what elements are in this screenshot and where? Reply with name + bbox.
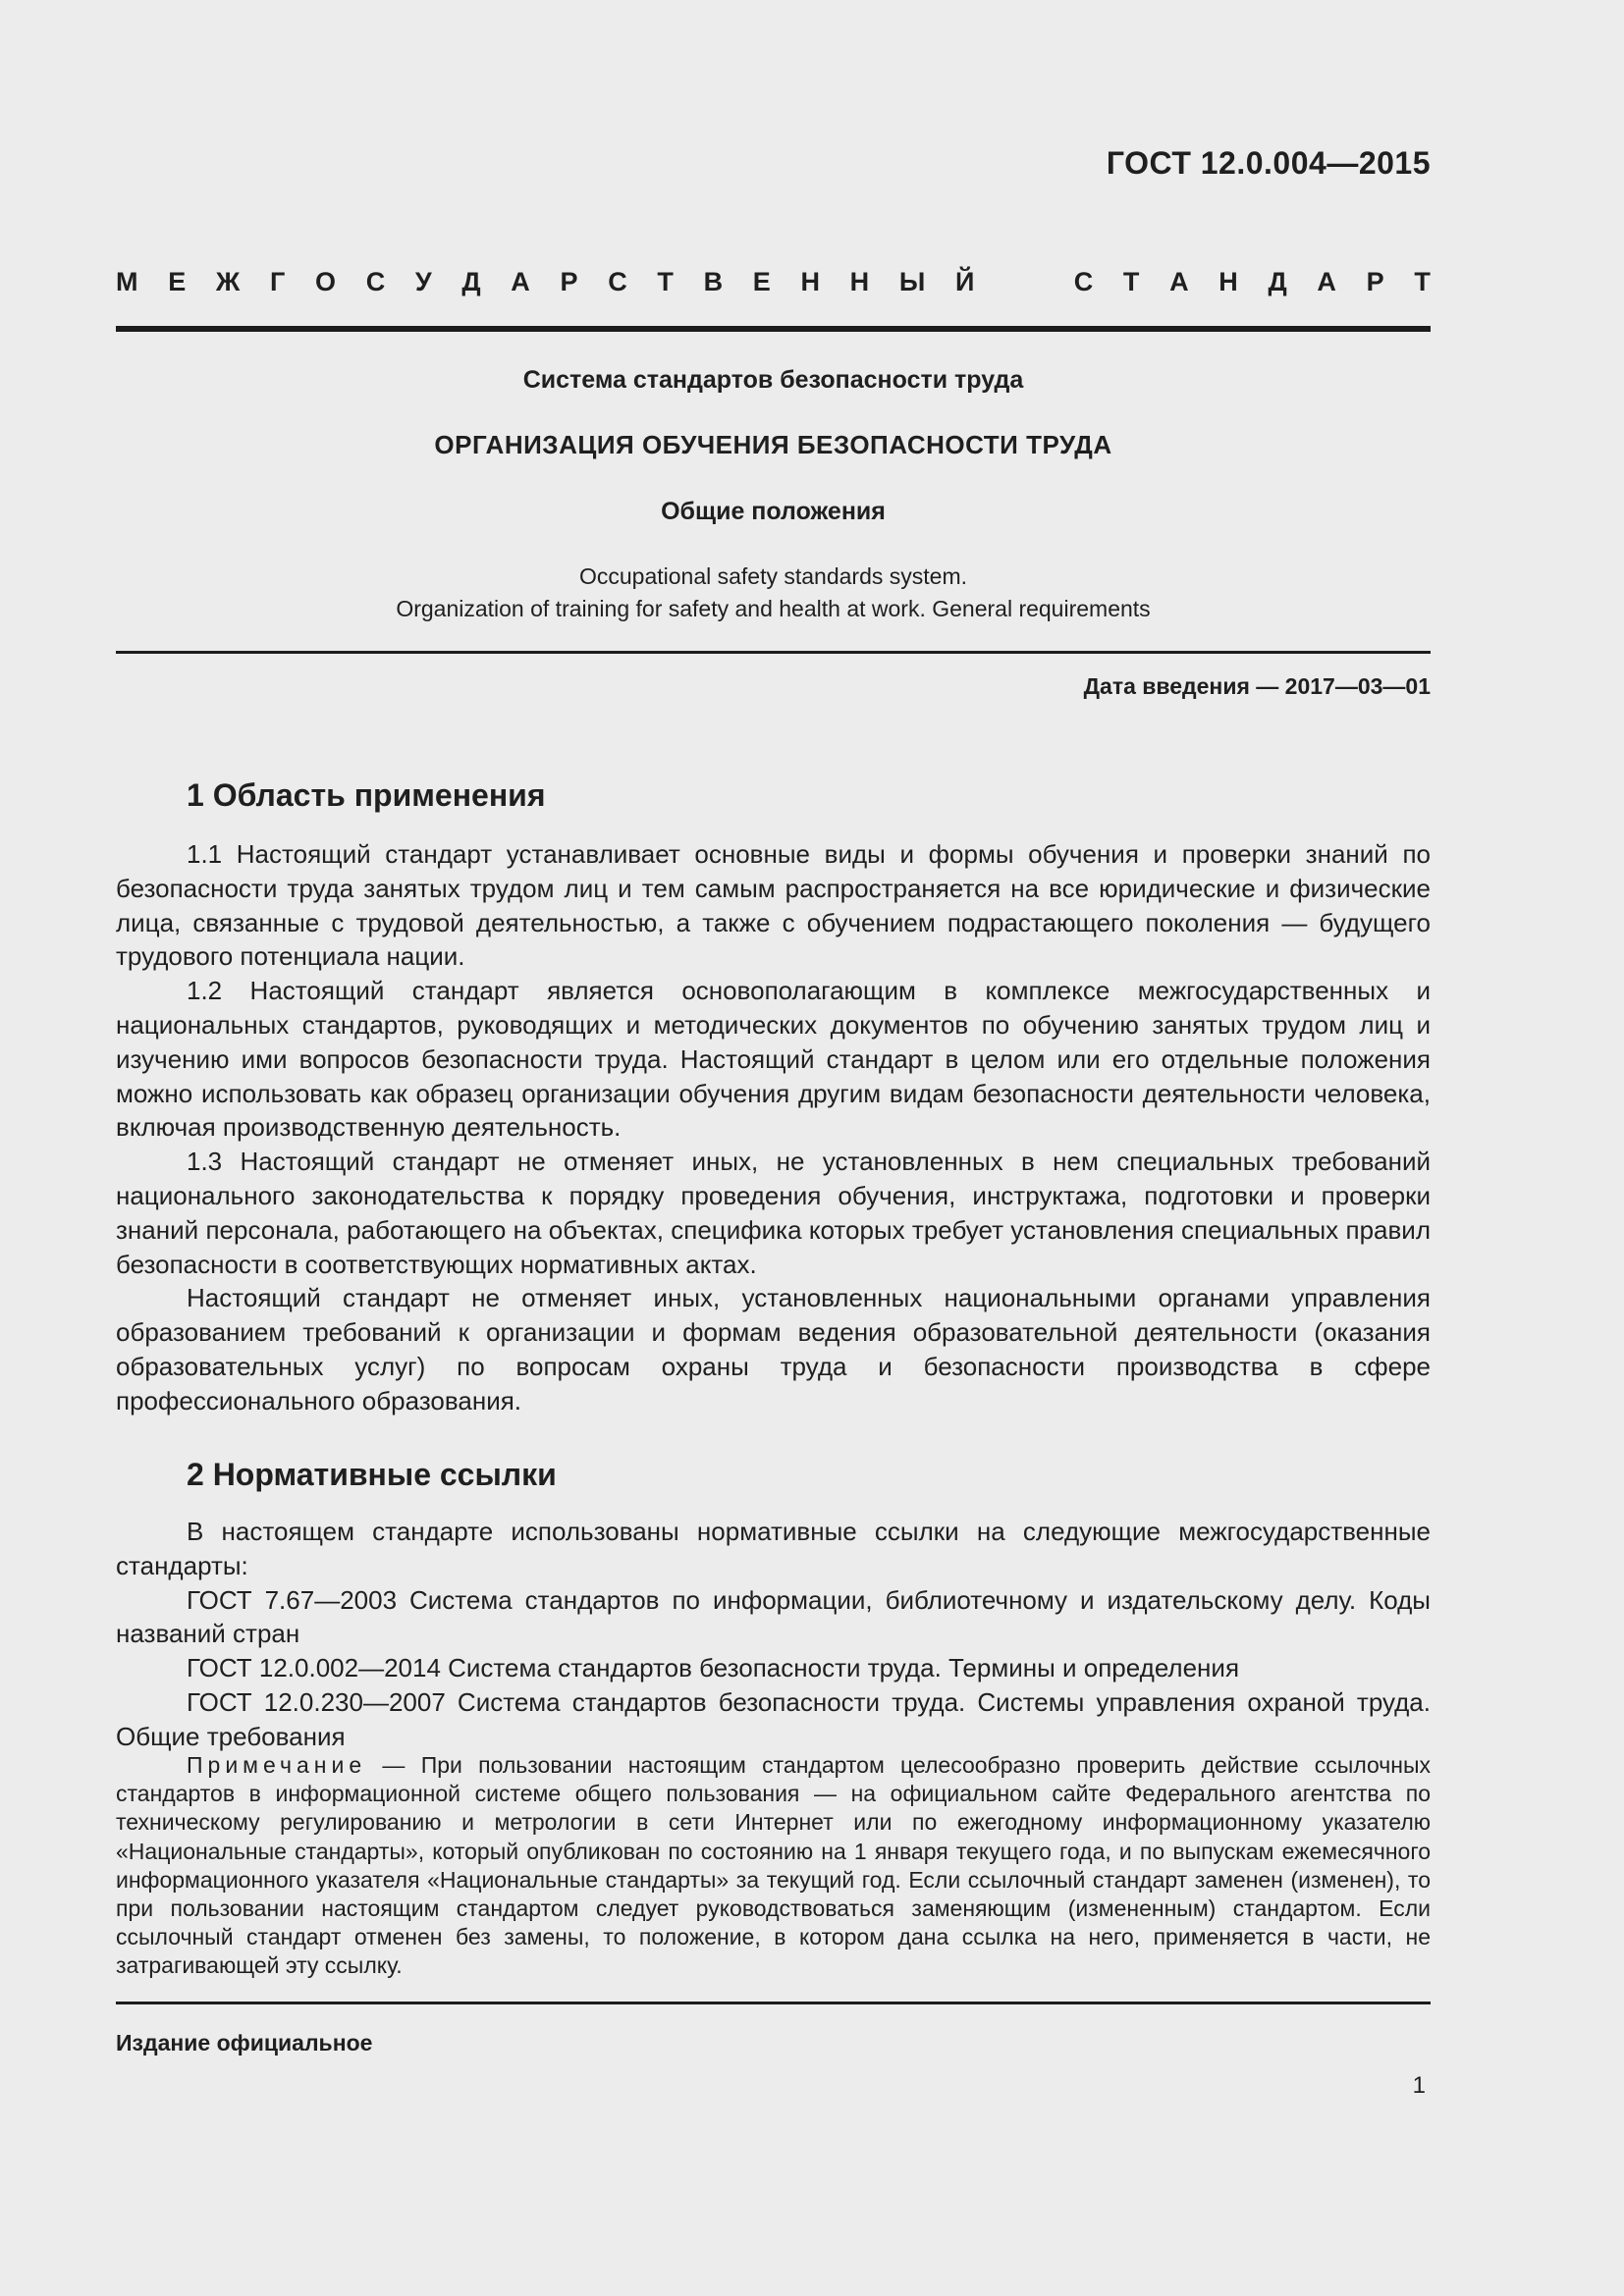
banner-divider	[116, 326, 1431, 332]
banner-letter: Т	[1414, 267, 1431, 296]
section-1-body	[116, 837, 1431, 1418]
footer-divider	[116, 2002, 1431, 2004]
page-number: 1	[1412, 2072, 1426, 2099]
paragraph: 1.3 Настоящий стандарт не отменяет иных, не установленных в нем специальных требований национального законодательства к порядку проведения обучения, инструктажа, подготовки и проверки знаний персонала, работающего на объектах, специфика которых требует установления специальных правил безопасности в соответствующих нормативных актах.	[116, 1147, 1431, 1279]
document-subtitle: Общие положения	[661, 498, 886, 525]
banner-letter: А	[1169, 267, 1189, 296]
standard-banner	[116, 267, 1431, 297]
paragraph: 1.2 Настоящий стандарт является основополагающим в комплексе межгосударственных и национальных стандартов, руководящих и методических документов по обучению занятых трудом лиц и изучению ими вопросов безопасности труда. Настоящий стандарт в целом или его отдельные положения можно использовать как образец организации обучения другим видам безопасности деятельности человека, включая производственную деятельность.	[116, 976, 1431, 1143]
banner-letter: А	[1317, 267, 1336, 296]
banner-letter: Д	[1268, 267, 1287, 296]
banner-letter: Г	[269, 267, 286, 296]
reference-item: ГОСТ 12.0.230—2007 Система стандартов безопасности труда. Системы управления охраной труда. Общие требования	[116, 1686, 1431, 1751]
banner-letter: О	[314, 267, 336, 296]
document-title: ОРГАНИЗАЦИЯ ОБУЧЕНИЯ БЕЗОПАСНОСТИ ТРУДА	[434, 430, 1112, 459]
paragraph: В настоящем стандарте использованы нормативные ссылки на следующие межгосударственные стандарты:	[116, 1517, 1431, 1580]
banner-letter: Ж	[215, 267, 241, 296]
banner-letter: У	[414, 267, 432, 296]
system-heading: Система стандартов безопасности труда	[522, 366, 1024, 394]
reference-item: ГОСТ 12.0.002—2014 Система стандартов безопасности труда. Термины и определения	[187, 1653, 1240, 1683]
banner-letter: Т	[1122, 267, 1140, 296]
section-2-body	[116, 1515, 1431, 1754]
banner-letter: Р	[560, 267, 578, 296]
reference-item: ГОСТ 7.67—2003 Система стандартов по информации, библиотечному и издательскому делу. Коды названий стран	[116, 1584, 1431, 1649]
paragraph: 1.1 Настоящий стандарт устанавливает основные виды и формы обучения и проверки знаний по безопасности труда занятых трудом лиц и тем самым распространяется на все юридические и физические лица, связанные с трудовой деятельностью, а также с обучением подрастающего поколения — будущего трудового потенциала нации.	[116, 839, 1431, 972]
document-page	[116, 0, 1431, 2296]
banner-letter: Й	[954, 267, 975, 296]
banner-letter: С	[365, 267, 386, 296]
document-number: ГОСТ 12.0.004—2015	[1106, 145, 1431, 181]
banner-letter: Н	[1218, 267, 1238, 296]
section-1-heading: 1 Область применения	[187, 777, 546, 813]
banner-letter: Е	[168, 267, 187, 296]
banner-letter: Е	[752, 267, 771, 296]
banner-letter: Н	[800, 267, 820, 296]
note-label: Примечание	[187, 1752, 367, 1778]
paragraph: Настоящий стандарт не отменяет иных, установленных национальными органами управления образованием требований к организации и формам ведения образовательной деятельности (оказания образовательных услуг) по вопросам охраны труда и безопасности производства в сфере профессионального образования.	[116, 1283, 1431, 1415]
english-title-line: Occupational safety standards system.	[578, 563, 968, 589]
note-block	[116, 1751, 1431, 1981]
introduction-date: Дата введения — 2017—03—01	[1083, 673, 1431, 699]
section-2-heading: 2 Нормативные ссылки	[187, 1457, 557, 1492]
banner-letter: Ы	[898, 267, 926, 296]
official-edition-label: Издание официальное	[116, 2030, 373, 2056]
banner-letter: Д	[461, 267, 481, 296]
english-title-line: Organization of training for safety and health at work. General requirements	[396, 596, 1151, 621]
english-title	[116, 561, 1431, 625]
banner-letter: Н	[849, 267, 870, 296]
banner-letter: С	[1073, 267, 1094, 296]
banner-letter: М	[116, 267, 138, 296]
banner-letter: А	[511, 267, 530, 296]
banner-letter: Р	[1366, 267, 1384, 296]
banner-letter: В	[703, 267, 724, 296]
banner-letter: С	[608, 267, 627, 296]
banner-word-gap	[1004, 267, 1044, 297]
banner-letter: Т	[657, 267, 674, 296]
note-text: — При пользовании настоящим стандартом целесообразно проверить действие ссылочных стандартов в информационной системе общего пользования — на официальном сайте Федерального агентства по техническому регулированию и метрологии в сети Интернет или по ежегодному информационному указателю «Национальные стандарты», который опубликован по состоянию на 1 января текущего года, и по выпускам ежемесячного информационного указателя «Национальные стандарты» за текущий год. Если ссылочный стандарт заменен (изменен), то при пользовании настоящим стандартом следует руководствоваться заменяющим (измененным) стандартом. Если ссылочный стандарт отменен без замены, то положение, в котором дана ссылка на него, применяется в части, не затрагивающей эту ссылку.	[116, 1752, 1432, 1979]
title-divider	[116, 651, 1431, 654]
